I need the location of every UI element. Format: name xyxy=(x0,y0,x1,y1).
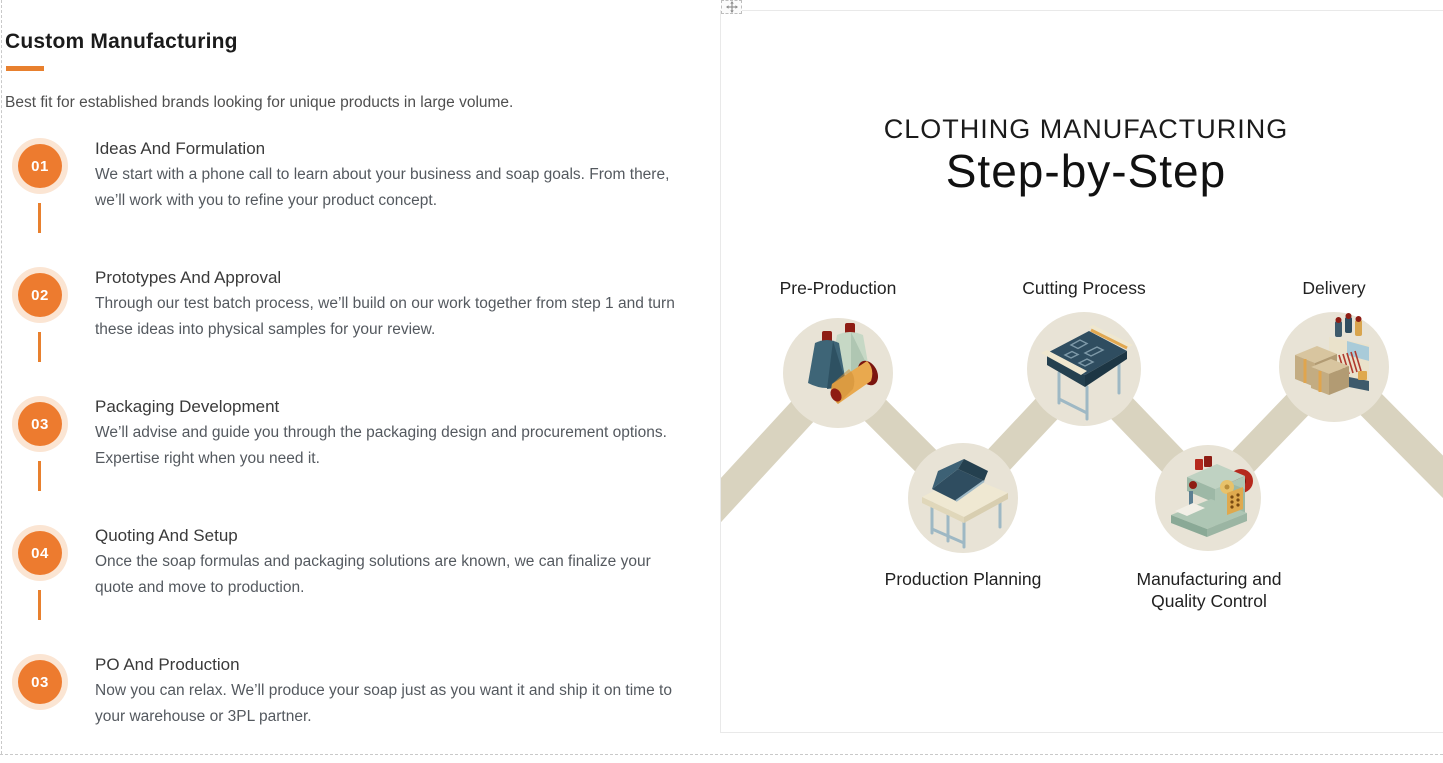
step-item-1 xyxy=(5,138,695,233)
step-title: PO And Production xyxy=(95,655,240,674)
step-number-badge: 02 xyxy=(18,273,62,317)
step-number-badge: 03 xyxy=(18,660,62,704)
step-rail xyxy=(5,138,95,233)
infographic-card xyxy=(720,10,1443,733)
step-body xyxy=(95,654,680,730)
widget-move-handle[interactable] xyxy=(721,0,742,14)
step-description: We’ll advise and guide you through the packaging design and procurement options. Expertise right when you need it. xyxy=(95,424,667,467)
infographic-subtitle: Step-by-Step xyxy=(945,145,1227,197)
step-item-2 xyxy=(5,267,695,362)
cutting-table-icon xyxy=(1027,307,1141,437)
step-badge-halo xyxy=(12,267,68,323)
node-label-production-planning: Production Planning xyxy=(884,569,1042,589)
step-title: Prototypes And Approval xyxy=(95,268,282,287)
step-connector-line xyxy=(38,332,41,362)
step-rail xyxy=(5,396,95,491)
step-connector-line xyxy=(38,203,41,233)
step-item-5 xyxy=(5,654,695,730)
step-number-badge: 03 xyxy=(18,402,62,446)
sewing-machine-icon xyxy=(1155,443,1261,559)
step-body xyxy=(95,267,680,343)
step-badge-halo xyxy=(12,138,68,194)
step-rail xyxy=(5,525,95,620)
step-item-3 xyxy=(5,396,695,491)
step-title: Packaging Development xyxy=(95,397,280,416)
steps-list xyxy=(5,138,695,763)
step-description: Now you can relax. We’ll produce your soap just as you want it and ship it on time to your warehouse or 3PL partner. xyxy=(95,682,672,725)
step-badge-halo xyxy=(12,396,68,452)
step-rail xyxy=(5,267,95,362)
step-item-4 xyxy=(5,525,695,620)
node-label-cutting-process: Cutting Process xyxy=(1022,278,1146,298)
step-title: Quoting And Setup xyxy=(95,526,238,545)
delivery-boxes-icon xyxy=(1279,307,1389,427)
step-body xyxy=(95,525,680,601)
step-connector-line xyxy=(38,461,41,491)
step-rail xyxy=(5,654,95,710)
step-number-badge: 04 xyxy=(18,531,62,575)
step-body xyxy=(95,138,680,214)
step-badge-halo xyxy=(12,525,68,581)
node-label-manufacturing-quality-control: Manufacturing and Quality Control xyxy=(1136,569,1282,611)
infographic-title: CLOTHING MANUFACTURING xyxy=(883,114,1289,144)
step-title: Ideas And Formulation xyxy=(95,139,266,158)
step-connector-line xyxy=(38,590,41,620)
thread-cones-icon xyxy=(783,311,893,431)
step-description: We start with a phone call to learn about your business and soap goals. From there, we’ll work with you to refine your product concept. xyxy=(95,166,670,209)
move-icon xyxy=(726,1,738,13)
step-description: Once the soap formulas and packaging solutions are known, we can finalize your quote and move to production. xyxy=(95,553,651,596)
title-accent-divider xyxy=(6,66,44,71)
inspection-table-icon xyxy=(908,441,1018,563)
node-label-delivery: Delivery xyxy=(1302,278,1366,298)
step-number-badge: 01 xyxy=(18,144,62,188)
section-dashed-left-border xyxy=(1,0,2,754)
section-subtitle: Best fit for established brands looking for unique products in large volume. xyxy=(5,94,514,111)
step-description: Through our test batch process, we’ll build on our work together from step 1 and turn these ideas into physical samples for your review. xyxy=(95,295,675,338)
step-body xyxy=(95,396,680,472)
node-label-pre-production: Pre-Production xyxy=(779,278,897,298)
step-badge-halo xyxy=(12,654,68,710)
page-title: Custom Manufacturing xyxy=(5,30,238,53)
